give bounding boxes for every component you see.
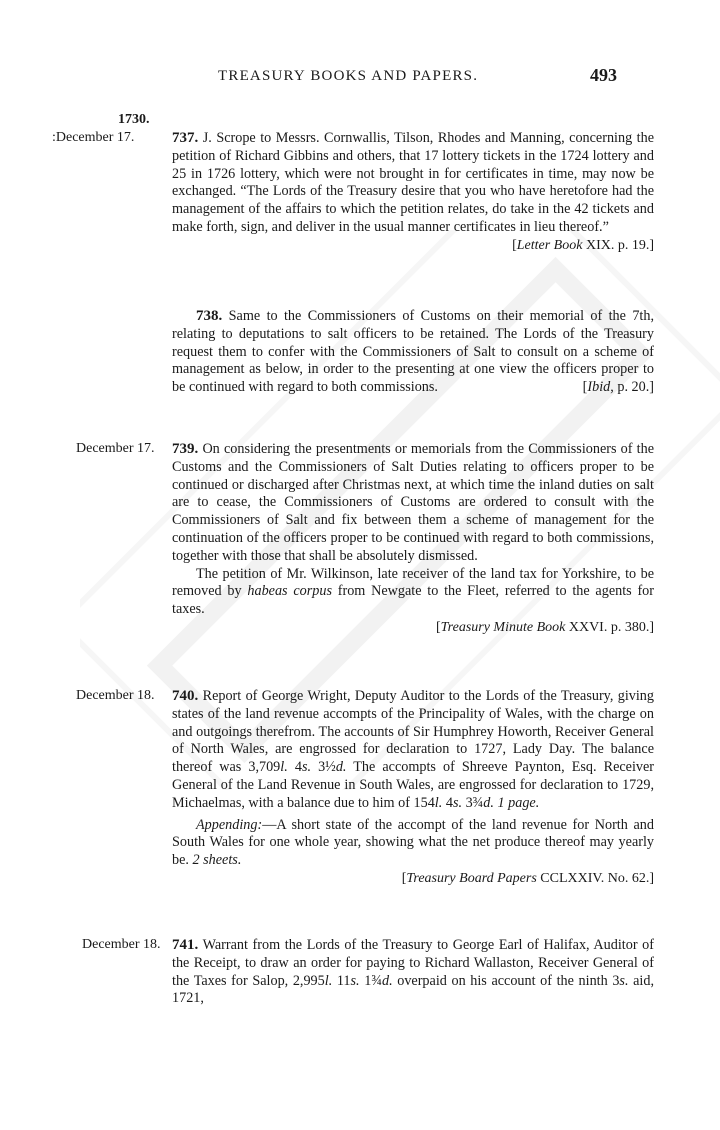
entry-reference: [Letter Book XIX. p. 19.] [512, 237, 654, 253]
entry-date: :December 17. [52, 130, 135, 145]
running-head: TREASURY BOOKS AND PAPERS. [218, 68, 479, 84]
entry-text: J. Scrope to Messrs. Cornwallis, Tilson, Rhodes and Manning, concerning the petition of Richard Gibbins and others, that 17 lottery tickets in the 1724 lottery and 25 in 1726 lottery, which were not brought in for certificates in time, may now be exchanged. “The Lords of the Treasury desire that you who have heretofore had the management of the affairs to which the petition relates, do take in the 42 tickets and make forth, sign, and deliver in the usual manner certificates in lieu thereof.” [172, 130, 654, 235]
entry-text: On considering the presentments or memorials from the Commissioners of the Customs and the Commissioners of Salt Duties relating to officers proper to be continued or discharged after Christmas next, at which time the inland duties on salt are to cease, the Commissioners of Customs are ordered to consult with the Commissioners of Salt and fix between them a scheme of management for the continuation of the officers proper to be continued with regard to both commissions, together with those that shall be absolutely dismissed. [172, 441, 655, 564]
entry-number: 740. [172, 688, 199, 704]
entry-reference: Ibid [587, 379, 611, 396]
entry-body: 740. Report of George Wright, Deputy Auditor to the Lords of the Treasury, giving states of the land revenue accompts of the Principality of Wales, with the charge on and outgoings therefrom. The accounts of Sir Humphrey Howorth, Receiver General of North Wales, are engrossed for declaration to 1727, Lady Day. The balance thereof was 3,709l. 4s. 3½d. The accompts of Shreeve Paynton, Esq. Receiver General of the Land Revenue in South Wales, are engrossed for declaration to 1729, Michaelmas, with a balance due to him of 154l. 4s. 3¾d. 1 page. Appending:—A short state of the accompt of the land revenue for North and South Wales for one whole year, showing what the net produce thereof may yearly be. 2 sheets. [Treasury Board Papers CCLXXIV. No. 62.] [172, 688, 655, 886]
entry-body: 738. Same to the Commissioners of Customs on their memorial of the 7th, relating to deputations to salt officers to be retained. The Lords of the Treasury request them to confer with the Commissioners of Salt to consult on a scheme of management as below, in order to the presenting at one view the officers proper to be continued with regard to both commissions. [Ibid, p. 20.] [172, 308, 655, 396]
page-header [0, 65, 720, 98]
entry-body: 741. Warrant from the Lords of the Treasury to George Earl of Halifax, Auditor of the Receipt, to draw an order for paying to Richard Wallaston, Receiver General of the Taxes for Salop, 2,995l. 11s. 1¾d. overpaid on his account of the ninth 3s. aid, 1721, [172, 937, 654, 1007]
entry-number: 739. [172, 441, 199, 457]
entry-body [172, 130, 654, 255]
page-number: 493 [590, 65, 617, 85]
entry-date: December 18. [76, 688, 155, 703]
entry-body: 739. On considering the presentments or memorials from the Commissioners of the Customs and the Commissioners of Salt Duties relating to officers proper to be continued or discharged after Christmas next, at which time the inland duties on salt are to cease, the Commissioners of Customs are ordered to consult with the Commissioners of Salt and fix between them a scheme of management for the continuation of the officers proper to be continued with regard to both commissions, together with those that shall be absolutely dismissed. The petition of Mr. Wilkinson, late receiver of the land tax for Yorkshire, to be removed by habeas corpus from Newgate to the Fleet, referred to the agents for taxes. [Treasury Minute Book XXVI. p. 380.] [172, 441, 655, 635]
appending-label: Appending: [196, 816, 263, 833]
entry-number: 738. [196, 308, 223, 324]
entry-number: 741. [172, 937, 199, 953]
entry-date: December 18. [82, 937, 161, 952]
entry-reference: [Treasury Minute Book XXVI. p. 380.] [435, 619, 654, 635]
entry-text: Same to the Commissioners of Customs on their memorial of the 7th, relating to deputations to salt officers to be retained. The Lords of the Treasury request them to confer with the Commissioners of Salt to consult on a scheme of management as below, in order to the presenting at one view the officers proper to be continued with regard to both commissions. [172, 308, 655, 396]
year-heading: 1730. [118, 112, 150, 127]
entry-date: December 17. [76, 441, 155, 456]
entry-number: 737. [172, 130, 199, 146]
entry-reference: [Treasury Board Papers CCLXXIV. No. 62.] [401, 870, 654, 886]
